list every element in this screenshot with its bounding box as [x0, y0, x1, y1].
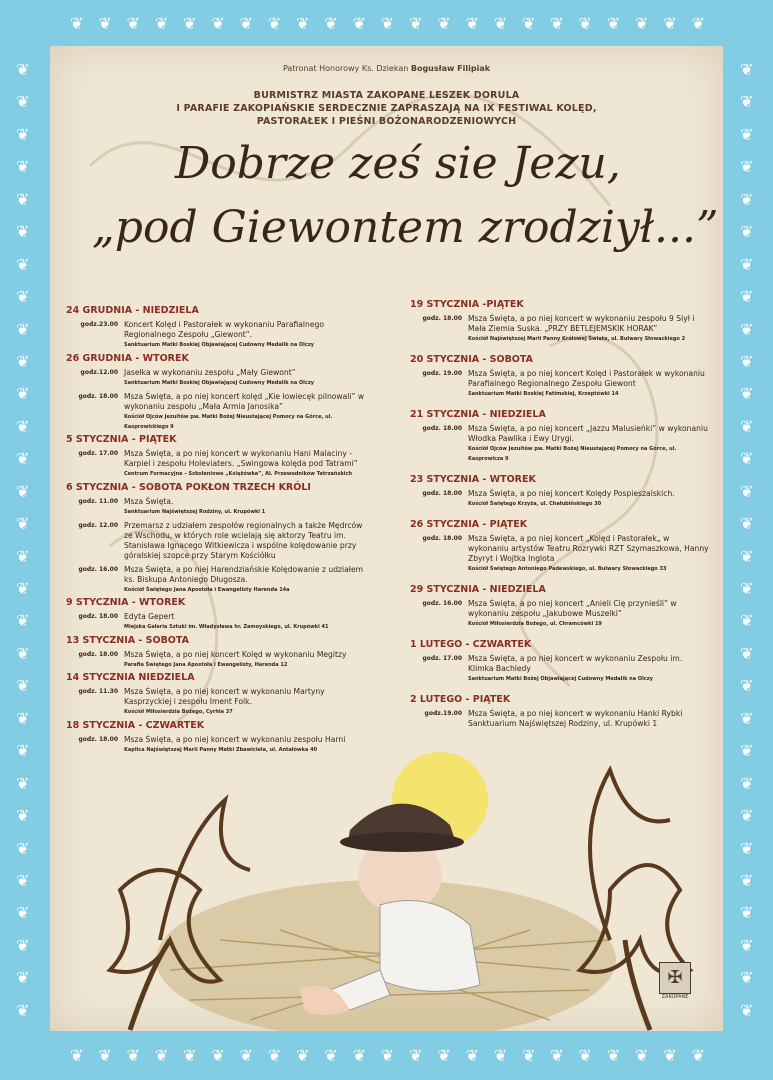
program-day — [410, 639, 710, 684]
day-heading: 6 STYCZNIA - SOBOTA POKŁON TRZECH KRÓLI — [66, 481, 311, 493]
event-text: Edyta Gepert — [124, 612, 175, 622]
program-item — [66, 612, 366, 632]
event-venue: Centrum Formacyjne – Szkoleniowe „Księżówka”, Al. Przewodników Tatrzańskich — [124, 471, 353, 478]
right-ornament-column: ❦ ❦ ❦ ❦ ❦ ❦ ❦ ❦ ❦ ❦ ❦ ❦ ❦ ❦ ❦ ❦ ❦ ❦ ❦ ❦ ❦ ❦ ❦ ❦ ❦ ❦ ❦ ❦ ❦ ❦ — [740, 60, 754, 1020]
event-time: godz. 16.00 — [422, 600, 462, 607]
event-text: Msza Święta, a po niej koncert kolęd „Kie łowiecęk pilnowali” w wykonaniu zespołu „Mała Armia Janosika” — [124, 391, 365, 411]
program-item — [66, 368, 366, 388]
event-text: Msza Święta, a po niej koncert w wykonaniu Hani Malaciny - Karpiel i zespołu Holeviaters. „Swingowa kolęda pod Tatrami” — [124, 449, 358, 469]
event-time: godz. 18.00 — [78, 392, 118, 400]
program-day — [410, 354, 710, 399]
event-text: Msza Święta, a po niej koncert „Anieli Cię przynieśli” w wykonaniu zespołu „Jakubowe Muszelki” — [468, 599, 677, 618]
day-heading: 29 STYCZNIA - NIEDZIELA — [410, 584, 546, 595]
day-heading: 26 GRUDNIA - WTOREK — [66, 352, 189, 364]
event-time: godz. 12.00 — [78, 521, 118, 529]
event-venue: Kaplica Najświętszej Marii Panny Matki Zbawiciela, ul. Antałówka 40 — [124, 746, 318, 753]
zakopane-logo: ✠ ZAKOPANE — [658, 962, 692, 1002]
program-item — [66, 650, 366, 670]
event-text: Msza Święta, a po niej koncert w wykonaniu Hanki Rybki Sanktuarium Najświętszej Rodziny, ul. Krupówki 1 — [468, 709, 683, 728]
program-day — [66, 434, 366, 479]
event-time: godz. 16.00 — [78, 565, 118, 573]
left-program-column — [66, 305, 366, 755]
event-time: godz.19.00 — [424, 710, 462, 717]
event-time: godz. 11.00 — [78, 497, 118, 505]
program-day — [66, 597, 366, 632]
event-text: Koncert Kolęd i Pastorałek w wykonaniu Parafialnego Regionalnego Zespołu „Giewont”. — [124, 320, 324, 339]
event-text: Msza Święta, a po niej koncert „Jazzu Malusieńki” w wykonaniu Włodka Pawlika i Ewy Urygi. — [468, 424, 708, 443]
program-day — [410, 299, 710, 344]
event-venue: Sanktuarium Matki Boskiej Objawiającej Cudowny Medalik na Olczy — [124, 379, 315, 386]
title-line-1: Dobrze ześ sie Jezu, — [175, 138, 621, 189]
event-text: Msza Święta. — [124, 496, 174, 506]
event-text: Msza Święta, a po niej koncert w wykonaniu Martyny Kasprzyckiej i zespołu Iment Folk. — [124, 687, 325, 707]
event-text: Msza Święta, a po niej koncert w wykonaniu zespołu Harni — [124, 734, 346, 744]
day-heading: 1 LUTEGO - CZWARTEK — [410, 639, 532, 650]
event-text: Msza Święta, a po niej Harendziańskie Kolędowanie z udziałem ks. Biskupa Antoniego Długosza. — [124, 564, 364, 584]
event-venue: Kościół Świętego Antoniego Padewskiego, ul. Bulwary Słowackiego 33 — [468, 566, 667, 572]
program-day — [410, 584, 710, 629]
event-venue: Kościół Miłosierdzia Bożego, Cyrhla 37 — [124, 709, 233, 716]
event-description — [468, 654, 710, 684]
event-time: godz. 17.00 — [78, 450, 118, 458]
day-heading: 5 STYCZNIA - PIĄTEK — [66, 434, 177, 446]
program-day — [66, 482, 366, 595]
event-description — [124, 497, 265, 517]
event-venue: Kościół Ojców Jezuitów pw. Matki Bożej Nieustającej Pomocy na Górce, ul. Kasprowickiego 9 — [124, 413, 333, 430]
program-item — [410, 534, 710, 574]
program-day — [66, 635, 366, 670]
program-day — [66, 672, 366, 717]
program-item — [410, 314, 710, 344]
left-ornament-column: ❦ ❦ ❦ ❦ ❦ ❦ ❦ ❦ ❦ ❦ ❦ ❦ ❦ ❦ ❦ ❦ ❦ ❦ ❦ ❦ ❦ ❦ ❦ ❦ ❦ ❦ ❦ ❦ ❦ ❦ — [16, 60, 30, 1020]
event-description — [124, 650, 346, 670]
event-time: godz. 18.00 — [422, 490, 462, 497]
sleeping-baby-illustration — [50, 740, 723, 1031]
event-time: godz.12.00 — [80, 368, 118, 376]
top-ornament-row: ❦ ❦ ❦ ❦ ❦ ❦ ❦ ❦ ❦ ❦ ❦ ❦ ❦ ❦ ❦ ❦ ❦ ❦ ❦ ❦ ❦ ❦ ❦ — [70, 14, 705, 33]
program-day — [410, 694, 710, 729]
organizers: BURMISTRZ MIASTA ZAKOPANE LESZEK DORULA I PARAFIE ZAKOPIAŃSKIE SERDECZNIE ZAPRASZAJĄ NA IX FESTIWAL KOLĘD, PASTORAŁEK I PIEŚNI BOŻONARODZENIOWYCH — [176, 90, 597, 127]
event-description — [124, 449, 366, 479]
event-venue: Sanktuarium Matki Bożej Objawiającej Cudowny Medalik na Olczy — [468, 676, 653, 682]
event-text: Jasełka w wykonaniu zespołu „Mały Giewont” — [124, 367, 296, 377]
event-description — [468, 489, 675, 509]
program-item — [66, 497, 366, 517]
coat-of-arms-icon: ✠ — [659, 962, 691, 994]
event-time: godz. 11.30 — [78, 688, 118, 696]
event-text: Msza Święta, a po niej koncert Kolęd w wykonaniu Megitzy — [124, 649, 347, 659]
event-venue: Kościół Świętego Krzyża, ul. Chałubińskiego 30 — [468, 501, 602, 507]
day-heading: 20 STYCZNIA - SOBOTA — [410, 354, 533, 365]
event-description — [124, 612, 329, 632]
program-item — [66, 320, 366, 350]
event-description — [468, 599, 710, 629]
event-description — [468, 424, 710, 464]
event-description — [124, 521, 366, 561]
event-text: Msza Święta, a po niej koncert „Kolęd i Pastorałek„ w wykonaniu artystów Teatru Rozrywki RZT Szymaszkowa, Hanny Zbyryt i Wojtka Inglota — [468, 534, 709, 563]
program-item — [66, 565, 366, 595]
title-line-2: „pod Giewontem zrodziył...” — [92, 202, 719, 253]
event-text: Msza Święta, a po niej koncert w wykonaniu zespołu 9 Siył i Mała Ziemia Suska. „PRZY BETLEJEMSKIK HORAK” — [468, 314, 695, 333]
program-item — [66, 687, 366, 717]
day-heading: 19 STYCZNIA -PIĄTEK — [410, 299, 524, 310]
event-description — [124, 320, 366, 350]
event-venue: Sanktuarium Matki Boskiej Objawiającej Cudowny Medalik na Olczy — [124, 342, 315, 348]
program-item — [410, 654, 710, 684]
day-heading: 2 LUTEGO - PIĄTEK — [410, 694, 511, 705]
day-heading: 14 STYCZNIA NIEDZIELA — [66, 672, 195, 684]
event-time: godz. 18.00 — [422, 315, 462, 322]
program-day — [410, 519, 710, 574]
event-time: godz. 18.00 — [78, 613, 118, 621]
event-description — [468, 314, 710, 344]
day-heading: 9 STYCZNIA - WTOREK — [66, 597, 186, 609]
program-day — [66, 353, 366, 432]
program-day — [410, 409, 710, 464]
event-description — [468, 369, 710, 399]
day-heading: 24 GRUDNIA - NIEDZIELA — [66, 305, 199, 316]
bottom-ornament-row: ❦ ❦ ❦ ❦ ❦ ❦ ❦ ❦ ❦ ❦ ❦ ❦ ❦ ❦ ❦ ❦ ❦ ❦ ❦ ❦ ❦ ❦ ❦ — [70, 1046, 705, 1065]
program-item — [66, 392, 366, 432]
day-heading: 26 STYCZNIA - PIĄTEK — [410, 519, 528, 530]
event-venue: Kościół Najświętszej Marii Panny Królowej Świata, ul. Bulwary Słowackiego 2 — [468, 336, 686, 342]
event-text: Msza Święta, a po niej koncert Kolędy Pospieszalskich. — [468, 489, 675, 498]
day-heading: 21 STYCZNIA - NIEDZIELA — [410, 409, 546, 420]
program-item — [410, 709, 710, 729]
program-item — [66, 521, 366, 561]
event-text: Przemarsz z udziałem zespołów regionalnych a także Mędrców ze Wschodu, w których role wcielają się aktorzy Teatru im. Stanisława Ignacego Witkiewicza i wspólne kolędowanie przy góralskiej szopce przy Starym Kościółku — [124, 520, 363, 560]
program-item — [410, 424, 710, 464]
event-description — [468, 534, 710, 574]
event-venue: Sanktuarium Najświętszej Rodziny, ul. Krupówki 1 — [124, 508, 266, 515]
program-day — [410, 474, 710, 509]
event-time: godz. 18.00 — [422, 535, 462, 542]
event-venue: Kościół Ojców Jezuitów pw. Matki Bożej Nieustającej Pomocy na Górce, ul. Kasprowicza 9 — [468, 446, 677, 462]
patron-line: Patronat Honorowy Ks. Dziekan Bogusław Filipiak — [282, 64, 491, 73]
event-text: Msza Święta, a po niej koncert w wykonaniu Zespołu im. Klimka Bachledy — [468, 654, 683, 673]
program-item — [410, 489, 710, 509]
event-time: godz. 17.00 — [422, 655, 462, 662]
event-venue: Miejska Galeria Sztuki im. Władysława hr. Zamoyskiego, ul. Krupówki 41 — [124, 624, 329, 631]
program-day — [66, 305, 366, 350]
event-description — [124, 392, 366, 432]
right-program-column — [410, 299, 710, 729]
event-time: godz. 19.00 — [422, 370, 462, 377]
event-text: Msza Święta, a po niej koncert Kolęd i Pastorałek w wykonaniu Parafialnego Regionalnego Zespołu Giewont — [468, 369, 705, 388]
event-venue: Kościół Świętego Jana Apostoła i Ewangelisty Harenda 14a — [124, 586, 290, 593]
event-time: godz. 18.00 — [78, 735, 118, 743]
day-heading: 18 STYCZNIA - CZWARTEK — [66, 719, 205, 731]
event-description — [124, 368, 314, 388]
event-venue: Kościół Miłosierdzia Bożego, ul. Chramcówki 19 — [468, 621, 602, 627]
event-time: godz.23.00 — [80, 321, 118, 328]
event-time: godz. 18.00 — [78, 650, 118, 658]
event-venue: Sanktuarium Matki Boskiej Fatimskiej, Krzeptówki 14 — [468, 391, 619, 397]
event-description — [124, 687, 366, 717]
event-description — [468, 709, 710, 729]
event-description — [124, 565, 366, 595]
program-item — [410, 599, 710, 629]
program-item — [66, 449, 366, 479]
day-heading: 13 STYCZNIA - SOBOTA — [66, 634, 189, 646]
event-venue: Parafia Świętego Jana Apostoła i Ewangelisty, Harenda 12 — [124, 661, 288, 668]
program-item — [410, 369, 710, 399]
event-time: godz. 18.00 — [422, 425, 462, 432]
day-heading: 23 STYCZNIA - WTOREK — [410, 474, 536, 485]
